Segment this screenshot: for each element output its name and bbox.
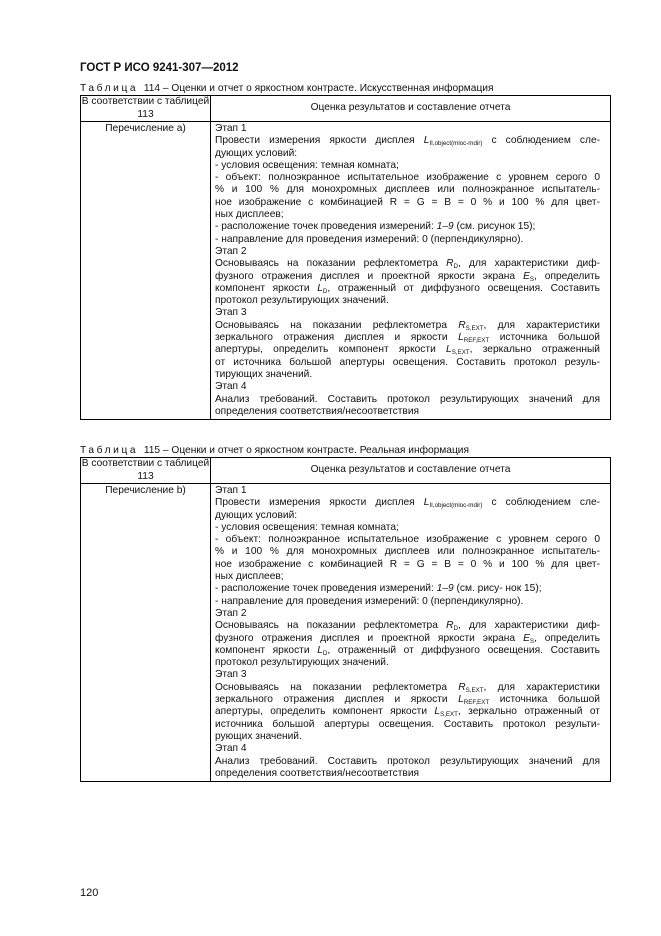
table-caption-text: 114 – Оценки и отчет о яркостном контрасте. Искусственная информация <box>143 83 494 94</box>
column-header-evaluation: Оценка результатов и составление отчета <box>211 96 611 122</box>
text-line: Провести измерения яркости дисплея $L_{II,object(mloc-mdir)}$ с соблюдением сле- <box>215 135 601 148</box>
document-header: ГОСТ Р ИСО 9241-307—2012 <box>80 62 239 74</box>
stage-title: Этап 4 <box>215 381 247 393</box>
text-line: - условия освещения: темная комната; <box>215 521 399 533</box>
results-table <box>80 95 611 420</box>
column-header-reference: В соответствии с таблицей 113 <box>81 96 210 120</box>
text-line: апертуры, определить компонент яркости $L_{S,EXT}$, зеркально отраженный от <box>215 706 600 719</box>
text-line: ное изображение с комбинацией R = G = B = 0 % и 100 % для цвет- <box>215 558 600 570</box>
text-line: фузного отражения дисплея и проектной яркости экрана $E_S$, определить <box>215 270 600 283</box>
stage-title: Этап 3 <box>215 669 247 681</box>
text-line: ных дисплеев; <box>215 571 284 583</box>
text-line: Основываясь на показании рефлектометра $R_{S,EXT}$, для характеристики <box>215 319 600 332</box>
text-line: ных дисплеев; <box>215 209 284 221</box>
table-caption-word: Таблица <box>80 445 139 456</box>
text-line: - направление для проведения измерений: 0 (перпендикулярно). <box>215 595 524 607</box>
results-table <box>80 457 611 782</box>
text-line: определения соответствия/несоответствия <box>215 767 420 779</box>
table-header-row <box>81 96 611 122</box>
text-line: тирующих значений. <box>215 368 313 380</box>
table-caption <box>80 83 494 94</box>
text-line: - объект: полноэкранное испытательное изображение с уровнем серого 0 <box>215 172 600 184</box>
table-row <box>81 484 611 782</box>
text-line: определения соответствия/несоответствия <box>215 405 420 417</box>
text-line: зеркального отражения дисплея и яркости $L_{REF,EXT}$ источника большой <box>215 332 600 345</box>
text-line: источника большой апертуры освещения. Составить протокол результи- <box>215 718 600 730</box>
text-line: фузного отражения дисплея и проектной яркости экрана $E_S$, определить <box>215 632 600 645</box>
stage-title: Этап 2 <box>215 245 247 257</box>
text-line: ное изображение с комбинацией R = G = B = 0 % и 100 % для цвет- <box>215 196 600 208</box>
text-line: Провести измерения яркости дисплея $L_{II,object(mloc-mdir)}$ с соблюдением сле- <box>215 497 601 510</box>
stage-title: Этап 3 <box>215 307 247 319</box>
text-line: Основываясь на показании рефлектометра $R_{S,EXT}$, для характеристики <box>215 681 600 694</box>
text-line: протокол результирующих значений. <box>215 657 389 669</box>
table-caption <box>80 445 469 456</box>
text-line: дующих условий: <box>215 509 298 521</box>
text-line: - направление для проведения измерений: 0 (перпендикулярно). <box>215 233 524 245</box>
column-header-reference: В соответствии с таблицей 113 <box>81 458 210 482</box>
text-line: - расположение точек проведения измерений: 1–9 (см. рису- нок 15); <box>215 583 542 595</box>
row-label: Перечисление b) <box>81 484 211 782</box>
text-line: апертуры, определить компонент яркости $L_{S,EXT}$, зеркально отраженный <box>215 344 600 357</box>
text-line: зеркального отражения дисплея и яркости $L_{REF,EXT}$ источника большой <box>215 694 600 707</box>
text-line: рующих значений. <box>215 730 302 742</box>
text-line: компонент яркости $L_D$, отраженный от диффузного освещения. Составить <box>215 644 600 657</box>
text-line: протокол результирующих значений. <box>215 295 389 307</box>
table-row <box>81 122 611 420</box>
text-line: - расположение точек проведения измерений: 1–9 (см. рисунок 15); <box>215 221 536 233</box>
stage-title: Этап 4 <box>215 743 247 755</box>
table-header-row <box>81 458 611 484</box>
stage-title: Этап 2 <box>215 607 247 619</box>
evaluation-cell <box>211 122 611 420</box>
row-label: Перечисление а) <box>81 122 211 420</box>
text-line: Основываясь на показании рефлектометра $R_D$, для характеристики диф- <box>215 620 601 633</box>
stage-title: Этап 1 <box>215 123 247 134</box>
text-line: Анализ требований. Составить протокол результирующих значений для <box>215 755 600 767</box>
text-line: Анализ требований. Составить протокол результирующих значений для <box>215 393 600 405</box>
column-header-evaluation: Оценка результатов и составление отчета <box>211 458 611 484</box>
text-line: % и 100 % для монохромных дисплеев или полноэкранное испытатель- <box>215 184 600 196</box>
text-line: - условия освещения: темная комната; <box>215 159 399 171</box>
evaluation-cell <box>211 484 611 782</box>
stage-title: Этап 1 <box>215 485 247 496</box>
text-line: дующих условий: <box>215 147 298 159</box>
text-line: от источника большой апертуры освещения. Составить протокол резуль- <box>215 356 600 368</box>
table-caption-text: 115 – Оценки и отчет о яркостном контрасте. Реальная информация <box>143 445 470 456</box>
text-line: Основываясь на показании рефлектометра $R_D$, для характеристики диф- <box>215 258 601 271</box>
text-line: - объект: полноэкранное испытательное изображение с уровнем серого 0 <box>215 534 600 546</box>
table-caption-word: Таблица <box>80 83 139 94</box>
page-number: 120 <box>80 887 99 899</box>
text-line: % и 100 % для монохромных дисплеев или полноэкранное испытатель- <box>215 546 600 558</box>
text-line: компонент яркости $L_D$, отраженный от диффузного освещения. Составить <box>215 282 600 295</box>
